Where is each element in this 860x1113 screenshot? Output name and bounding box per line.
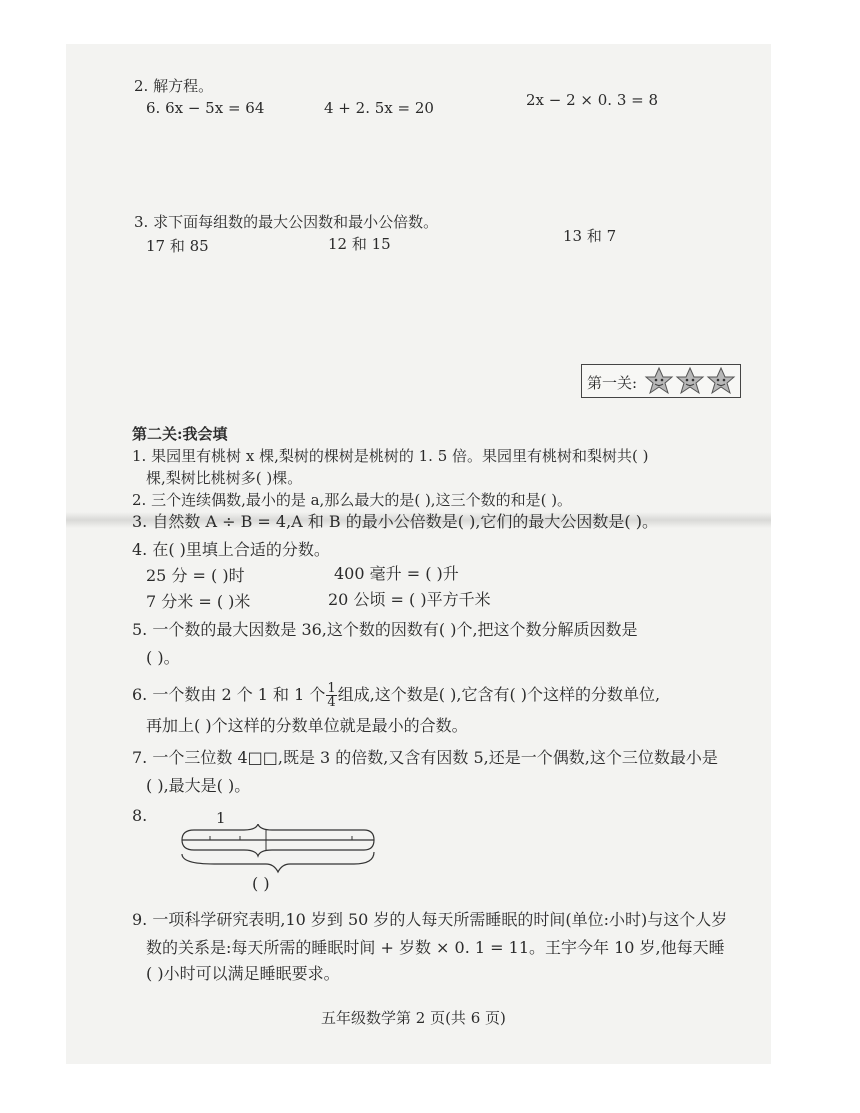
q2: 2. 三个连续偶数,最小的是 a,那么最大的是( ),这三个数的和是( )。 <box>132 491 573 509</box>
q5-line2: ( )。 <box>146 648 180 667</box>
q8-top-brace-lower <box>182 840 374 856</box>
equations-heading: 2. 解方程。 <box>134 77 214 95</box>
q6-line1 <box>132 682 660 709</box>
q6-prefix: 6. 一个数由 2 个 1 和 1 个 <box>132 685 326 704</box>
page-footer: 五年级数学第 2 页(共 6 页) <box>321 1009 506 1027</box>
equation-2: 4 + 2. 5x = 20 <box>324 99 434 117</box>
q5-line1: 5. 一个数的最大因数是 36,这个数的因数有( )个,把这个数分解质因数是 <box>132 620 638 639</box>
q8-number: 8. <box>132 806 148 825</box>
q6-fraction-denominator: 4 <box>327 695 336 710</box>
equation-1: 6. 6x − 5x = 64 <box>146 99 265 117</box>
gcd-heading: 3. 求下面每组数的最大公因数和最小公倍数。 <box>134 213 439 231</box>
q3: 3. 自然数 A ÷ B = 4,A 和 B 的最小公倍数是( ),它们的最大公因数是( )。 <box>132 512 658 531</box>
q4-item-a: 25 分 = ( )时 <box>146 566 245 585</box>
q9-line2: 数的关系是:每天所需的睡眠时间 + 岁数 × 0. 1 = 11。王宇今年 10 岁,他每天睡 <box>146 938 725 957</box>
gcd-pair-1: 17 和 85 <box>146 237 209 255</box>
q6-fraction <box>326 682 336 709</box>
q8-brace-diagram <box>174 824 384 884</box>
q1-line2: 棵,梨树比桃树多( )棵。 <box>146 469 303 487</box>
q4-item-b: 400 毫升 = ( )升 <box>334 564 459 583</box>
q8-top-brace <box>182 824 374 840</box>
q7-line2: ( ),最大是( )。 <box>146 776 251 795</box>
q4-item-c: 7 分米 = ( )米 <box>146 592 251 611</box>
gcd-pair-3: 13 和 7 <box>563 227 617 245</box>
equation-3: 2x − 2 × 0. 3 = 8 <box>526 91 659 109</box>
star-icon <box>644 366 674 396</box>
star-icon <box>706 366 736 396</box>
q4-item-d: 20 公顷 = ( )平方千米 <box>328 590 491 609</box>
badge-label: 第一关: <box>587 374 638 392</box>
part2-title: 第二关:我会填 <box>132 425 228 443</box>
level-badge <box>581 364 741 398</box>
star-icon <box>675 366 705 396</box>
gcd-pair-2: 12 和 15 <box>328 235 391 253</box>
q9-line3: ( )小时可以满足睡眠要求。 <box>146 964 340 983</box>
q6-fraction-numerator: 1 <box>327 681 336 696</box>
q1-line1: 1. 果园里有桃树 x 棵,梨树的棵树是桃树的 1. 5 倍。果园里有桃树和梨树共( ) <box>132 447 649 465</box>
q8-bottom-brace <box>182 852 374 872</box>
q6-line2: 再加上( )个这样的分数单位就是最小的合数。 <box>146 716 468 735</box>
q8-top-label: 1 <box>216 809 226 827</box>
q6-suffix: 组成,这个数是( ),它含有( )个这样的分数单位, <box>337 685 661 704</box>
q7-line1: 7. 一个三位数 4□□,既是 3 的倍数,又含有因数 5,还是一个偶数,这个三位数最小是 <box>132 748 718 767</box>
q9-line1: 9. 一项科学研究表明,10 岁到 50 岁的人每天所需睡眠的时间(单位:小时)与这个人岁 <box>132 910 728 929</box>
worksheet-page <box>66 44 771 1064</box>
q8-bottom-label: ( ) <box>252 874 270 893</box>
q4-heading: 4. 在( )里填上合适的分数。 <box>132 540 330 559</box>
